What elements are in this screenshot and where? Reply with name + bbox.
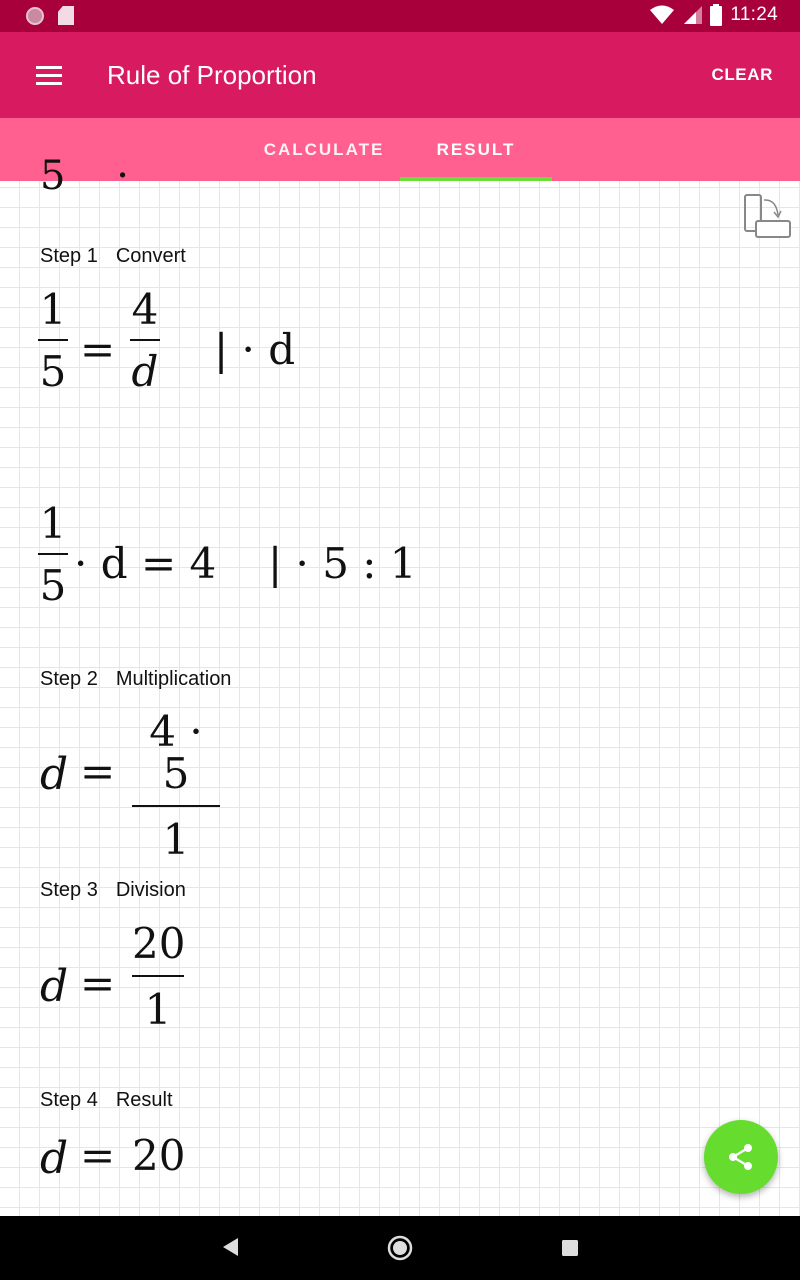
step-1-equation-2	[38, 499, 488, 623]
recents-icon[interactable]	[561, 1239, 579, 1257]
numerator: 4	[131, 285, 159, 334]
equals-sign: =	[80, 747, 116, 796]
share-button[interactable]	[704, 1120, 778, 1194]
numerator: 1	[39, 499, 67, 548]
equals-sign: =	[80, 1131, 116, 1180]
numerator: 1	[39, 285, 67, 334]
step-1-label	[40, 245, 186, 268]
notification-circle-icon	[26, 7, 44, 25]
variable: d	[40, 749, 69, 800]
expression: · d = 4	[74, 539, 217, 588]
denominator: d	[131, 347, 159, 396]
step-3-equation	[40, 919, 340, 1043]
clear-button[interactable]: CLEAR	[711, 65, 773, 84]
denominator: 5	[39, 347, 67, 396]
step-number: Step 4	[40, 1089, 98, 1111]
numerator: 4 · 5	[149, 707, 203, 798]
hamburger-menu-icon[interactable]	[36, 66, 62, 86]
denominator: 1	[144, 985, 172, 1034]
signal-icon	[682, 5, 702, 25]
fraction	[38, 285, 68, 396]
rotate-screen-icon[interactable]	[742, 193, 794, 241]
step-number: Step 3	[40, 879, 98, 901]
app-title: Rule of Proportion	[107, 60, 317, 90]
fraction	[132, 919, 186, 1034]
step-2-label	[40, 668, 231, 691]
scrolled-cutoff-equation: 5 ·	[40, 153, 130, 199]
denominator: 5	[39, 561, 67, 610]
app-bar	[0, 32, 800, 118]
step-name: Result	[115, 1089, 173, 1111]
wifi-icon	[650, 5, 674, 25]
fraction	[130, 285, 160, 396]
step-number: Step 1	[40, 245, 98, 267]
step-4-label	[40, 1089, 173, 1112]
status-bar	[0, 0, 800, 32]
step-3-label	[40, 879, 186, 902]
equals-sign: =	[80, 325, 116, 374]
result-content[interactable]	[0, 153, 800, 1216]
share-icon	[727, 1143, 755, 1171]
tab-result[interactable]: RESULT	[436, 139, 516, 159]
numerator: 20	[132, 919, 186, 968]
variable: d	[40, 961, 69, 1012]
tab-calculate[interactable]: CALCULATE	[263, 139, 385, 159]
step-name: Multiplication	[115, 668, 232, 690]
step-name: Convert	[115, 245, 186, 267]
battery-icon	[710, 4, 722, 26]
home-icon[interactable]	[386, 1234, 414, 1262]
step-4-equation	[40, 1131, 340, 1191]
clock: 11:24	[730, 4, 778, 25]
denominator: 1	[162, 815, 190, 864]
step-number: Step 2	[40, 668, 98, 690]
fraction	[38, 499, 68, 610]
fraction	[132, 707, 220, 864]
step-name: Division	[115, 879, 186, 901]
sd-card-icon	[58, 6, 74, 25]
equals-sign: =	[80, 959, 116, 1008]
navigation-bar	[0, 1216, 800, 1280]
step-2-equation	[40, 707, 340, 864]
operation: | · 5 : 1	[268, 539, 417, 588]
back-icon[interactable]	[220, 1236, 240, 1258]
step-1-equation-1	[38, 285, 438, 409]
result-value: 20	[132, 1131, 186, 1180]
operation: | · d	[214, 325, 296, 374]
variable: d	[40, 1133, 69, 1184]
